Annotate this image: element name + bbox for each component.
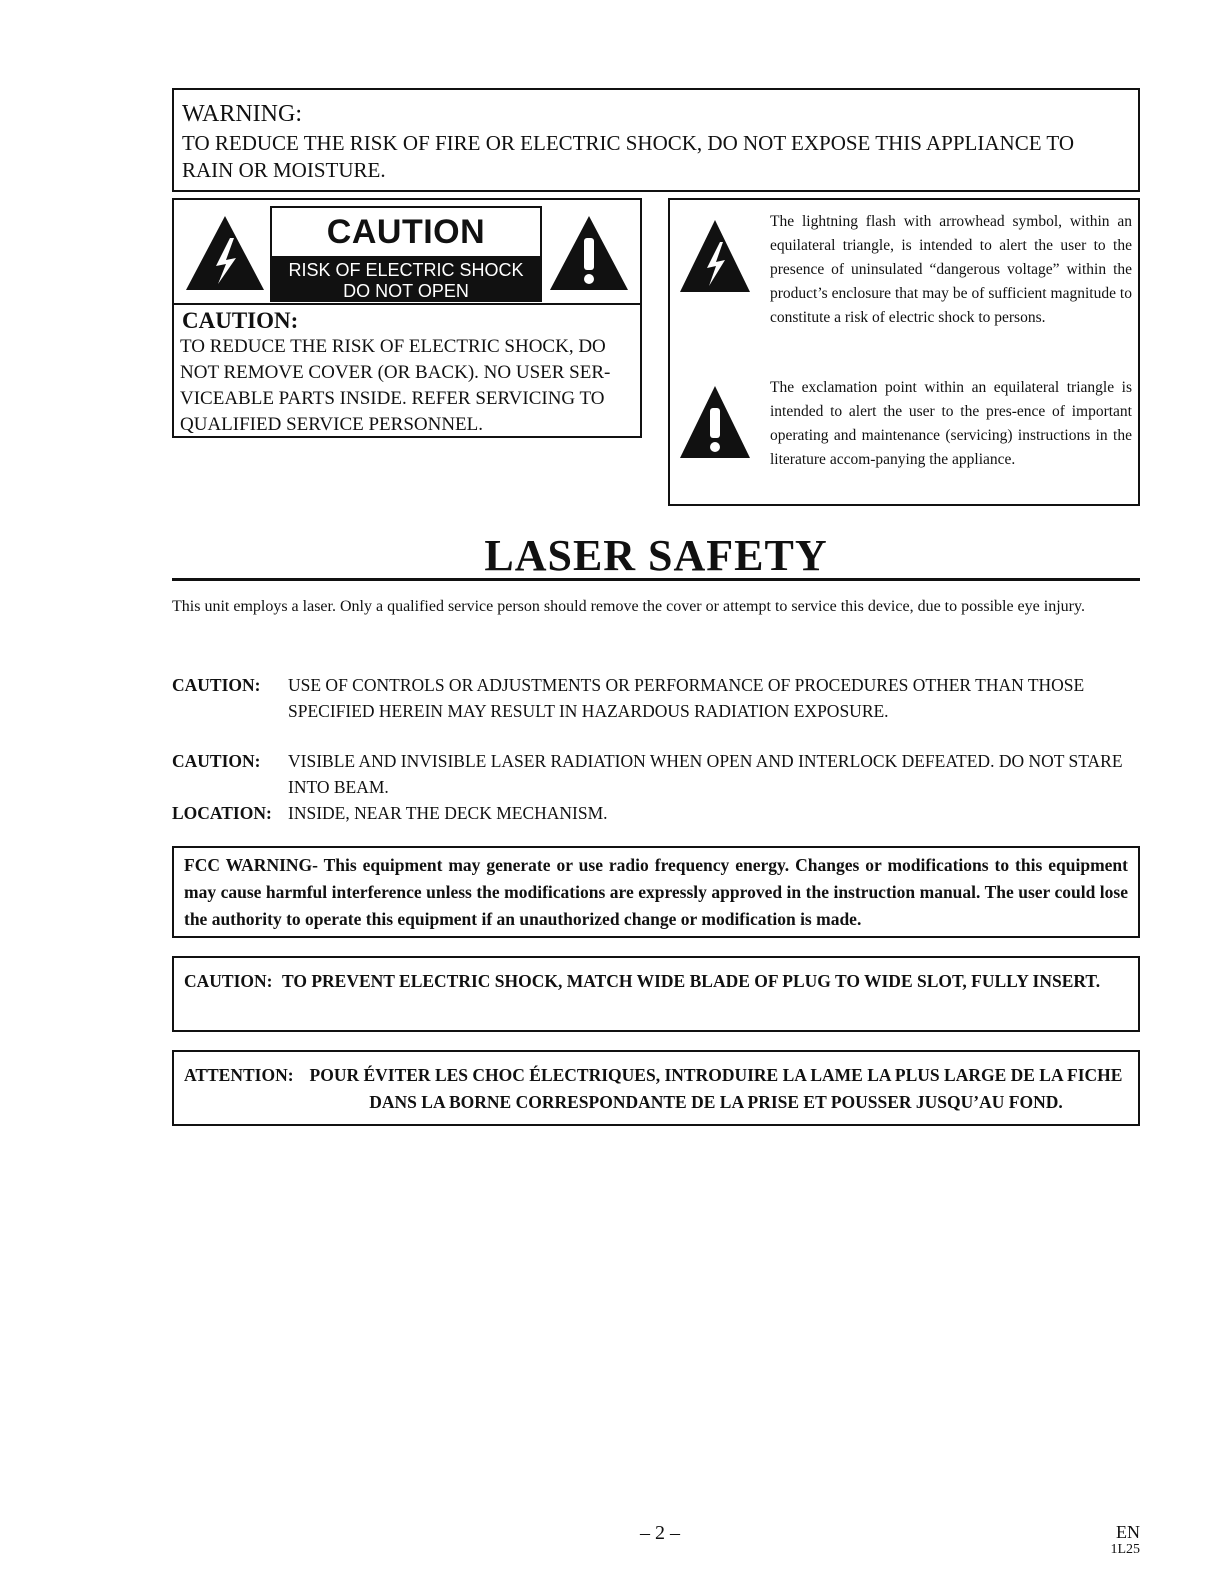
laser-caution-2 (172, 748, 1140, 800)
exclamation-symbol-description: The exclamation point within an equilateral triangle is intended to alert the user to the pres-ence of important operating and maintenance (servicing) instructions in the literature accom-panying the appliance. (770, 379, 1132, 468)
fcc-warning-box (172, 846, 1140, 938)
caution-body: TO REDUCE THE RISK OF ELECTRIC SHOCK, DO NOT REMOVE COVER (OR BACK). NO USER SER-VICEABLE PARTS INSIDE. REFER SERVICING TO QUALIFIED SERVICE PERSONNEL. (180, 336, 611, 435)
warning-title: WARNING: (182, 101, 302, 127)
laser-safety-title: LASER SAFETY (484, 531, 828, 580)
title-rule (172, 578, 1140, 581)
lightning-symbol-description: The lightning flash with arrowhead symbol, within an equilateral triangle, is intended to alert the user to the presence of uninsulated “dangerous voltage” within the product’s enclosure that may be of sufficient magnitude to constitute a risk of electric shock to persons. (770, 213, 1132, 326)
plug-caution-text: TO PREVENT ELECTRIC SHOCK, MATCH WIDE BLADE OF PLUG TO WIDE SLOT, FULLY INSERT. (282, 971, 1101, 991)
attention-text: POUR ÉVITER LES CHOC ÉLECTRIQUES, INTRODUIRE LA LAME LA PLUS LARGE DE LA FICHE DANS LA BORNE CORRESPONDANTE DE LA PRISE ET POUSSER JUSQU’AU FOND. (309, 1065, 1123, 1112)
laser-location-label: LOCATION: (172, 803, 272, 823)
laser-caution-1-text: USE OF CONTROLS OR ADJUSTMENTS OR PERFORMANCE OF PROCEDURES OTHER THAN THOSE SPECIFIED HEREIN MAY RESULT IN HAZARDOUS RADIATION EXPOSURE. (288, 675, 1085, 721)
exclamation-triangle-icon (678, 384, 752, 460)
caution-plate-subtitle (270, 258, 542, 302)
laser-caution-2-text: VISIBLE AND INVISIBLE LASER RADIATION WHEN OPEN AND INTERLOCK DEFEATED. DO NOT STARE INTO BEAM. (288, 751, 1123, 797)
attention-label: ATTENTION: (184, 1065, 294, 1085)
model-code: 1L25 (1110, 1542, 1140, 1557)
caution-label-box (172, 198, 642, 438)
laser-caution-2-label: CAUTION: (172, 751, 261, 771)
caution-plate-line2: DO NOT OPEN (343, 281, 469, 301)
fcc-warning-text: FCC WARNING- This equipment may generate or use radio frequency energy. Changes or modifications to this equipment may cause harmful interference unless the modifications are expressly approved in the instruction manual. The user could lose the authority to operate this equipment if an unauthorized change or modification is made. (184, 855, 1128, 929)
lightning-triangle-icon (184, 214, 266, 292)
language-code: EN (1116, 1522, 1140, 1542)
lightning-triangle-icon (678, 218, 752, 294)
caution-plate-title: CAUTION (270, 206, 542, 258)
laser-intro-text: This unit employs a laser. Only a qualified service person should remove the cover or attempt to service this device, due to possible eye injury. (172, 598, 1085, 615)
caution-plate-line1: RISK OF ELECTRIC SHOCK (288, 260, 524, 280)
attention-box (172, 1050, 1140, 1126)
divider (174, 303, 640, 305)
symbol-explanation-box (668, 198, 1140, 506)
exclamation-triangle-icon (548, 214, 630, 292)
caution-heading: CAUTION: (182, 308, 299, 333)
page-number: – 2 – (640, 1522, 680, 1544)
plug-caution-label: CAUTION: (184, 971, 273, 991)
laser-location (172, 800, 1140, 826)
warning-box (172, 88, 1140, 192)
warning-text: TO REDUCE THE RISK OF FIRE OR ELECTRIC SHOCK, DO NOT EXPOSE THIS APPLIANCE TO RAIN OR MOISTURE. (182, 131, 1075, 182)
laser-caution-1-label: CAUTION: (172, 675, 261, 695)
laser-caution-1 (172, 672, 1140, 724)
plug-caution-box (172, 956, 1140, 1032)
caution-plate (270, 206, 542, 301)
laser-location-text: INSIDE, NEAR THE DECK MECHANISM. (288, 803, 608, 823)
